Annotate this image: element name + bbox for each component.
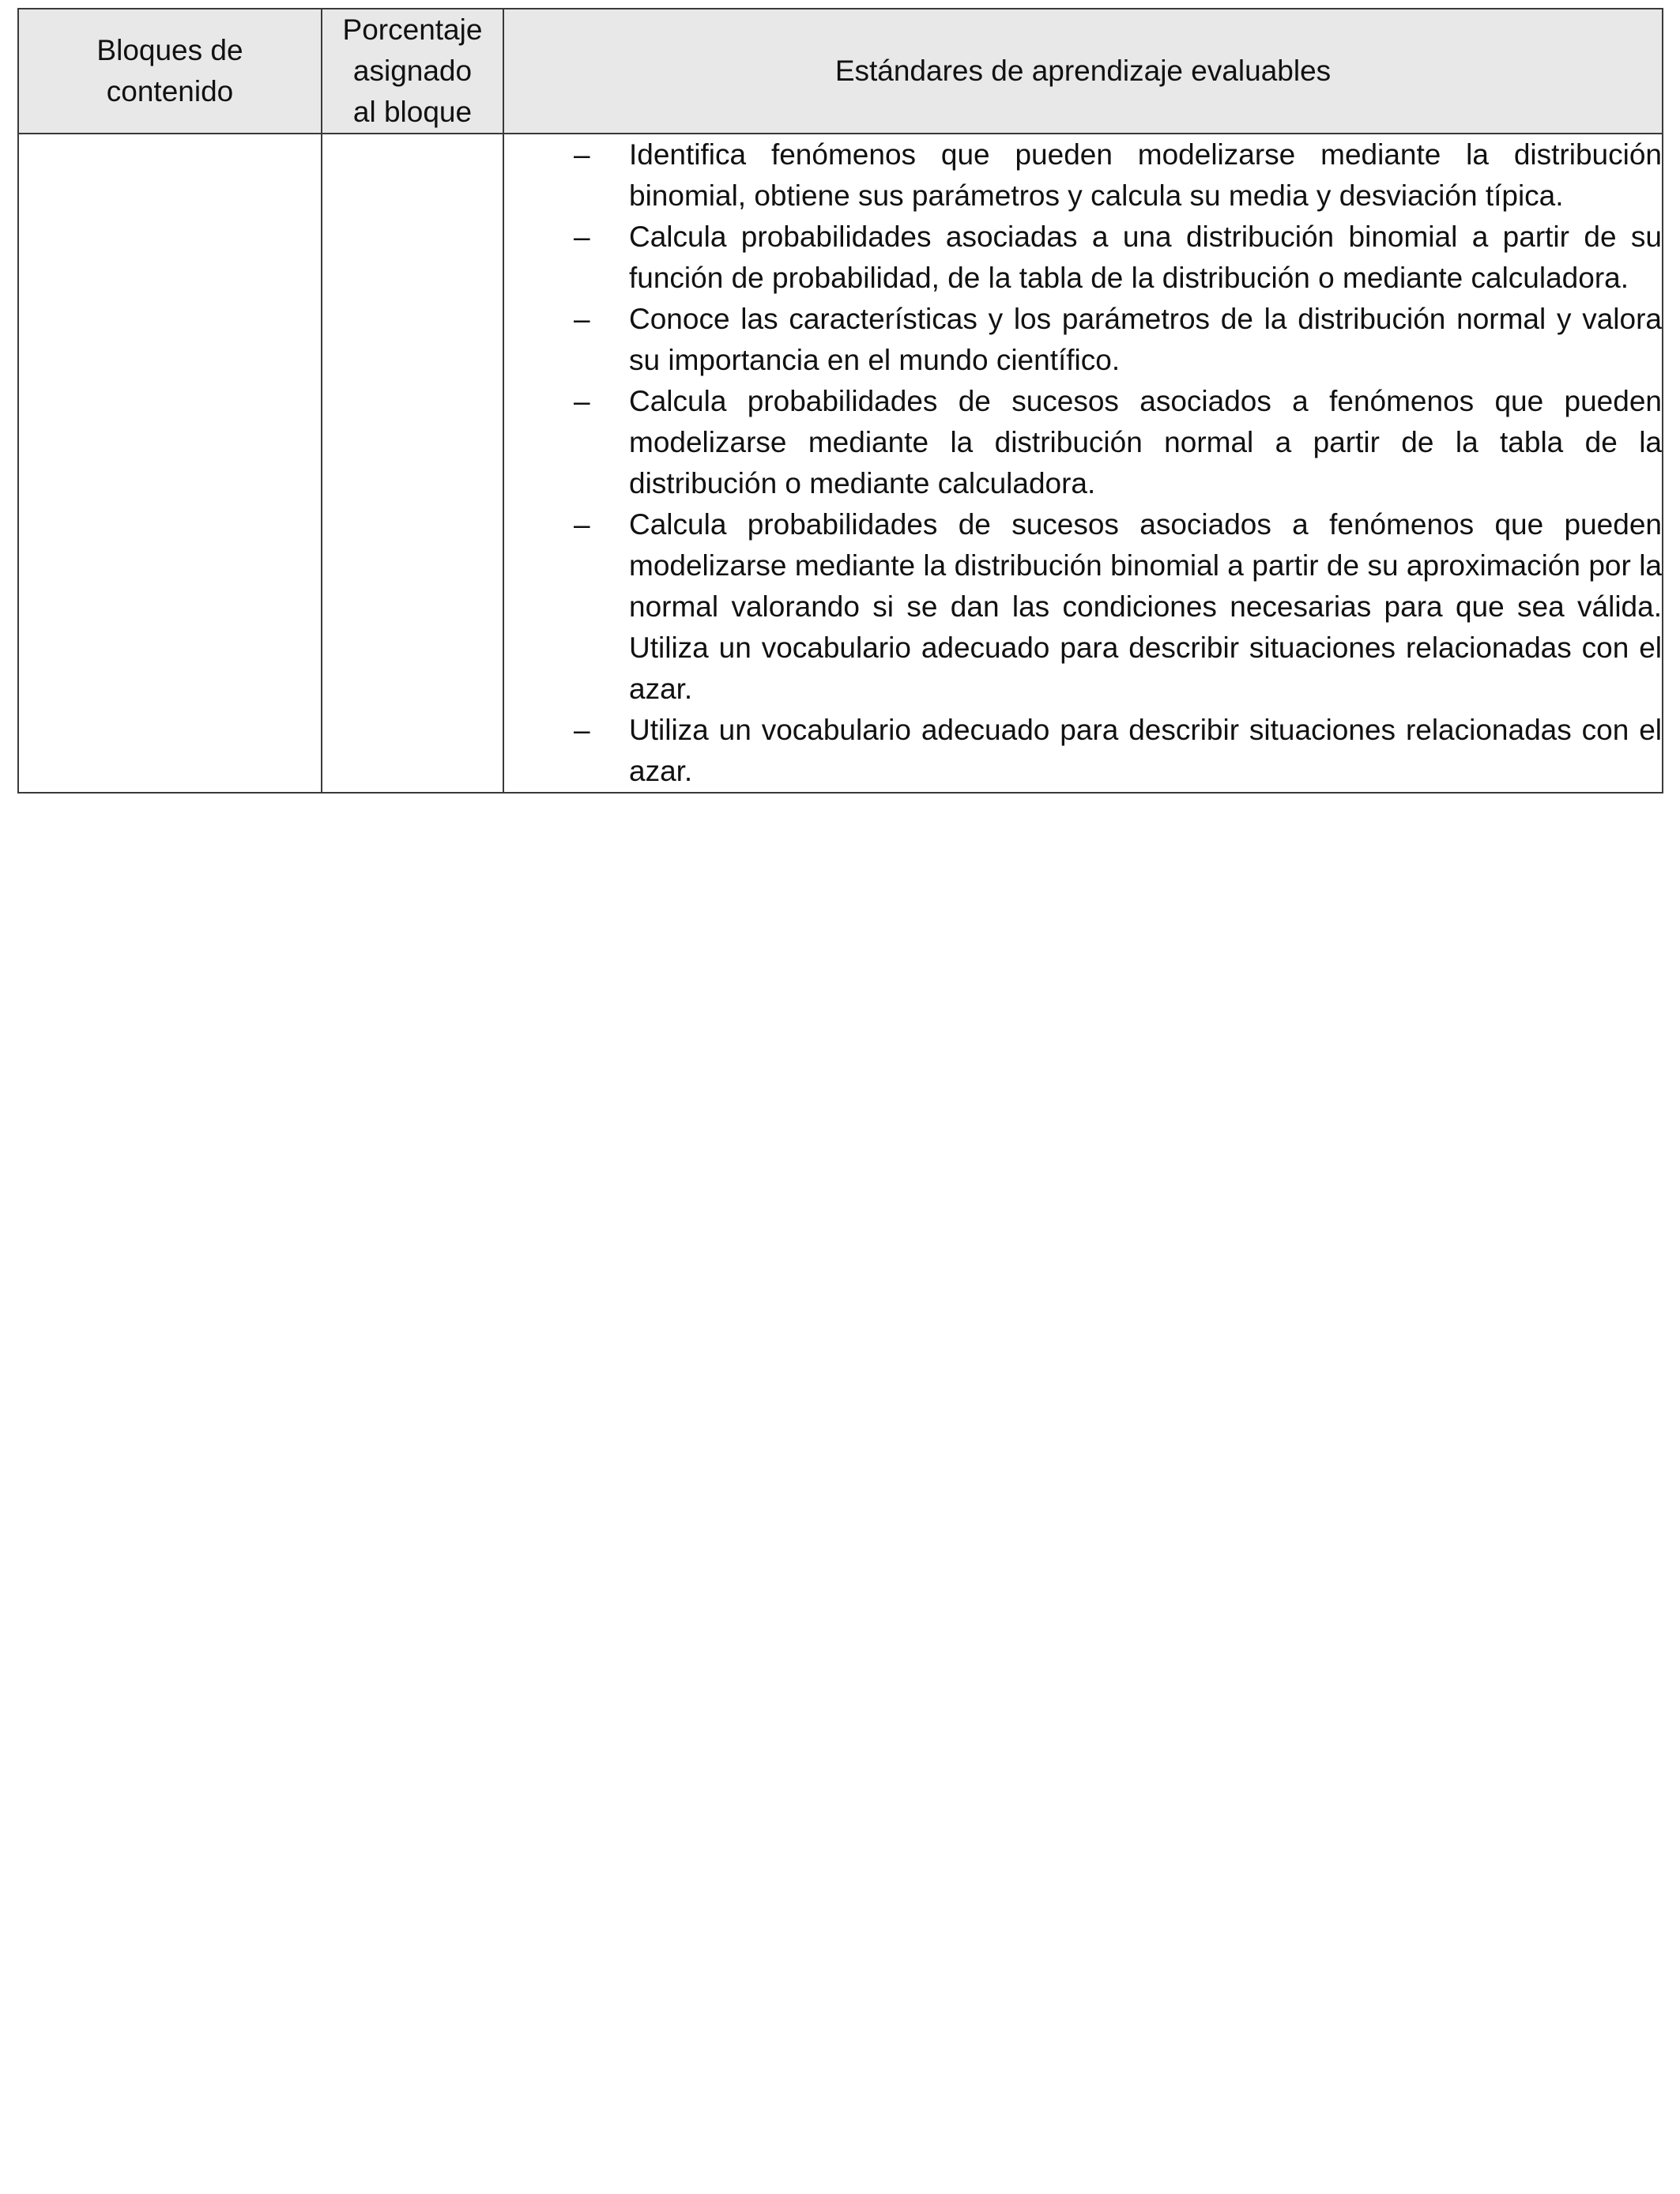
list-item <box>504 504 1662 710</box>
header-porcentaje-line: Porcentaje <box>342 13 483 46</box>
standards-table <box>17 8 1663 794</box>
dash-bullet: – <box>574 385 590 417</box>
header-estandares: Estándares de aprendizaje evaluables <box>503 9 1663 134</box>
dash-bullet: – <box>574 714 590 746</box>
bloques-cell <box>18 134 322 793</box>
header-row <box>18 9 1663 134</box>
dash-bullet: – <box>574 508 590 541</box>
list-item-text: Calcula probabilidades de sucesos asociados a fenómenos que pueden modelizarse mediante la distribución normal a partir de la tabla de la distribución o mediante calculadora. <box>629 385 1662 499</box>
header-bloques-de-contenido <box>18 9 322 134</box>
list-item-text: Calcula probabilidades asociadas a una distribución binomial a partir de su función de probabilidad, de la tabla de la distribución o mediante calculadora. <box>629 221 1662 294</box>
list-item <box>504 710 1662 792</box>
header-porcentaje-asignado <box>322 9 503 134</box>
list-item-text: Calcula probabilidades de sucesos asociados a fenómenos que pueden modelizarse mediante la distribución binomial a partir de su aproximación por la normal valorando si se dan las condiciones necesarias para que sea válida. Utiliza un vocabulario adecuado para describir situaciones relacionadas con el azar. <box>629 508 1662 705</box>
list-item <box>504 134 1662 217</box>
list-item-text: Conoce las características y los parámetros de la distribución normal y valora su importancia en el mundo científico. <box>629 303 1662 376</box>
estandares-cell <box>503 134 1663 793</box>
list-item <box>504 381 1662 504</box>
table-row <box>18 134 1663 793</box>
list-item <box>504 299 1662 381</box>
list-item <box>504 217 1662 299</box>
header-bloques-line: Bloques de <box>96 34 243 66</box>
list-item-text: Identifica fenómenos que pueden modelizarse mediante la distribución binomial, obtiene sus parámetros y calcula su media y desviación típica. <box>629 138 1662 212</box>
porcentaje-cell <box>322 134 503 793</box>
standards-list <box>504 134 1662 792</box>
dash-bullet: – <box>574 303 590 335</box>
list-item-text: Utiliza un vocabulario adecuado para describir situaciones relacionadas con el azar. <box>629 714 1662 787</box>
header-porcentaje-line: asignado <box>352 55 473 87</box>
dash-bullet: – <box>574 221 590 253</box>
header-bloques-line: contenido <box>106 75 234 107</box>
dash-bullet: – <box>574 138 590 171</box>
header-porcentaje-line: al bloque <box>352 96 473 128</box>
